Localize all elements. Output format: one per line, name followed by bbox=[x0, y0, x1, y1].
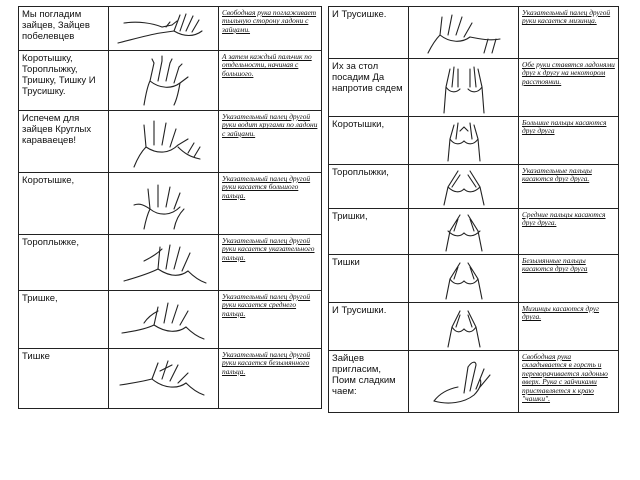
hand-ring-touch-icon bbox=[109, 349, 219, 409]
description-text: Указательные пальцы касаются друг друга. bbox=[519, 165, 619, 209]
description-text: Свободная рука складывается в горсть и переворачивается ладонью вверх. Рука с зайчиками приставляется к краю "чашки". bbox=[519, 351, 619, 413]
verse-text: Тишки bbox=[329, 255, 409, 303]
description-text: А затем каждый пальчик по отдельности, начиная с большого. bbox=[219, 51, 322, 111]
description-text: Указательный палец другой руки касается безымянного пальца. bbox=[219, 349, 322, 409]
verse-text: И Трусишке. bbox=[329, 7, 409, 59]
table-row bbox=[19, 111, 322, 173]
description-text: Указательный палец другой руки касается большого пальца. bbox=[219, 173, 322, 235]
description-text: Указательный палец другой руки касается мизинца. bbox=[519, 7, 619, 59]
table-row bbox=[329, 351, 619, 413]
description-text: Указательный палец другой руки касается указательного пальца. bbox=[219, 235, 322, 291]
table-row bbox=[329, 59, 619, 117]
verse-text: Тороплыжке, bbox=[19, 235, 109, 291]
verse-text: Коротышке, bbox=[19, 173, 109, 235]
hand-middle-touch-icon bbox=[109, 291, 219, 349]
verse-text: Тришке, bbox=[19, 291, 109, 349]
table-row bbox=[19, 235, 322, 291]
table-row bbox=[19, 291, 322, 349]
verse-text: Коротышки, bbox=[329, 117, 409, 165]
table-row bbox=[19, 51, 322, 111]
verse-text: Зайцев пригласим, Поим сладким чаем: bbox=[329, 351, 409, 413]
table-row bbox=[329, 7, 619, 59]
table-row bbox=[329, 209, 619, 255]
table-row bbox=[329, 255, 619, 303]
table-row bbox=[329, 117, 619, 165]
hand-stroking-icon bbox=[109, 7, 219, 51]
pinkies-touch-icon bbox=[409, 303, 519, 351]
thumbs-touch-icon bbox=[409, 117, 519, 165]
left-table bbox=[18, 6, 322, 409]
verse-text: Тороплыжки, bbox=[329, 165, 409, 209]
description-text: Обе руки ставятся ладонями друг к другу на некотором расстоянии. bbox=[519, 59, 619, 117]
verse-text: И Трусишки. bbox=[329, 303, 409, 351]
verse-text: Тишке bbox=[19, 349, 109, 409]
cup-hand-icon bbox=[409, 351, 519, 413]
verse-text: Мы погладим зайцев, Зайцев побелевцев bbox=[19, 7, 109, 51]
right-table bbox=[328, 6, 619, 413]
hand-thumb-touch-icon bbox=[109, 173, 219, 235]
table-row bbox=[329, 165, 619, 209]
description-text: Средние пальцы касаются друг друга. bbox=[519, 209, 619, 255]
verse-text: Тришки, bbox=[329, 209, 409, 255]
description-text: Свободная рука поглаживает тыльную сторону ладони с зайцами. bbox=[219, 7, 322, 51]
hands-apart-icon bbox=[409, 59, 519, 117]
index-fingers-touch-icon bbox=[409, 165, 519, 209]
verse-text: Их за стол посадим Да напротив сядем bbox=[329, 59, 409, 117]
description-text: Безымянные пальцы касаются друг друга bbox=[519, 255, 619, 303]
hand-circles-icon bbox=[109, 111, 219, 173]
middle-fingers-touch-icon bbox=[409, 209, 519, 255]
verse-text: Коротышку, Тороплыжку, Тришку, Тишку И Трусишку. bbox=[19, 51, 109, 111]
ring-fingers-touch-icon bbox=[409, 255, 519, 303]
description-text: Указательный палец другой руки касается среднего пальца. bbox=[219, 291, 322, 349]
description-text: Мизинцы касаются друг друга. bbox=[519, 303, 619, 351]
verse-text: Испечем для зайцев Круглых караваецев! bbox=[19, 111, 109, 173]
hand-fingers-icon bbox=[109, 51, 219, 111]
description-text: Указательный палец другой руки водит кругами по ладони с зайцами. bbox=[219, 111, 322, 173]
hand-index-touch-icon bbox=[109, 235, 219, 291]
description-text: Большие пальцы касаются друг друга bbox=[519, 117, 619, 165]
table-row bbox=[329, 303, 619, 351]
hand-pinky-touch-icon bbox=[409, 7, 519, 59]
table-row bbox=[19, 173, 322, 235]
table-row bbox=[19, 349, 322, 409]
table-row bbox=[19, 7, 322, 51]
